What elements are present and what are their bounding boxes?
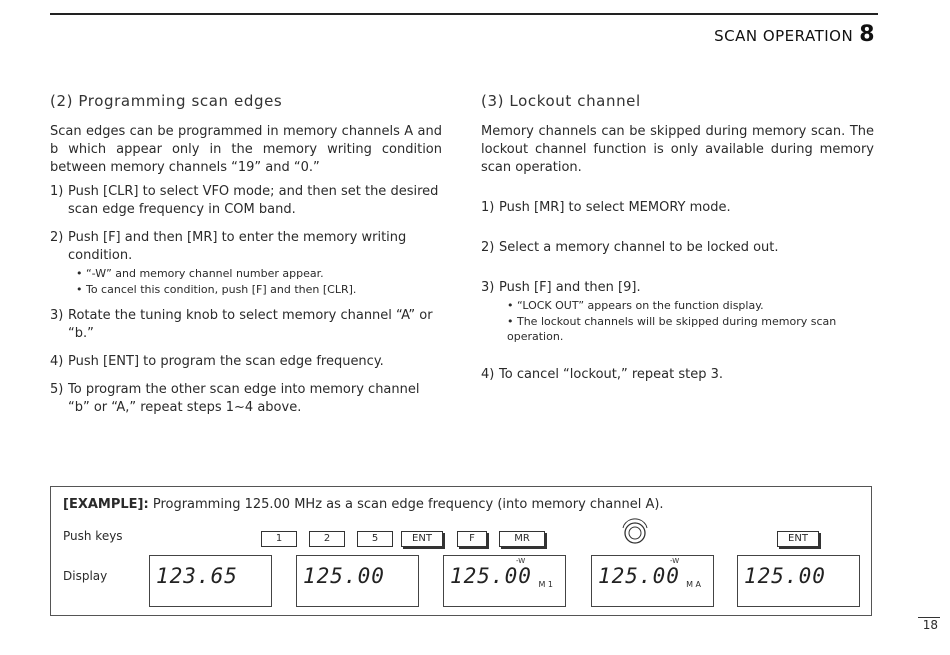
step-number: 5) bbox=[50, 382, 64, 397]
display-tick: -W bbox=[516, 557, 526, 565]
left-step-5 bbox=[50, 381, 442, 417]
note: • “-W” and memory channel number appear. bbox=[76, 267, 324, 280]
step-text: Push [F] and then [MR] to enter the memory writing condition. bbox=[68, 230, 407, 263]
step-number: 1) bbox=[481, 200, 495, 215]
left-step-3 bbox=[50, 307, 442, 343]
page-header bbox=[714, 22, 875, 47]
key-ent-final: ENT bbox=[777, 531, 819, 547]
display-sub: M 1 bbox=[538, 580, 553, 589]
right-intro: Memory channels can be skipped during memory scan. The lockout channel function is only available during memory scan operation. bbox=[481, 124, 874, 175]
key-ent: ENT bbox=[401, 531, 443, 547]
left-heading: (2) Programming scan edges bbox=[50, 92, 283, 110]
step-text: Push [ENT] to program the scan edge frequency. bbox=[68, 354, 384, 369]
step-text: Push [CLR] to select VFO mode; and then set the desired scan edge frequency in COM band. bbox=[68, 184, 439, 217]
step-number: 3) bbox=[50, 308, 64, 323]
example-text: Programming 125.00 MHz as a scan edge frequency (into memory channel A). bbox=[152, 497, 664, 512]
display-value: 125.00 bbox=[303, 564, 385, 588]
step-number: 3) bbox=[481, 280, 495, 295]
display-5 bbox=[737, 555, 860, 607]
key-1: 1 bbox=[261, 531, 297, 547]
display-sub: M A bbox=[686, 580, 701, 589]
example-box bbox=[50, 486, 872, 616]
display-tick: -W bbox=[670, 557, 680, 565]
note: • “LOCK OUT” appears on the function display. bbox=[507, 299, 764, 312]
key-mr: MR bbox=[499, 531, 545, 547]
right-step-1 bbox=[481, 199, 874, 217]
example-label: [EXAMPLE]: bbox=[63, 497, 149, 512]
tuning-knob-icon bbox=[619, 515, 651, 547]
step-number: 1) bbox=[50, 184, 64, 199]
right-step-4 bbox=[481, 366, 874, 384]
left-step-4 bbox=[50, 353, 442, 371]
right-heading: (3) Lockout channel bbox=[481, 92, 641, 110]
key-2: 2 bbox=[309, 531, 345, 547]
section-number: 8 bbox=[859, 22, 875, 47]
right-step-3 bbox=[481, 279, 874, 344]
display-1 bbox=[149, 555, 272, 607]
step-text: To cancel “lockout,” repeat step 3. bbox=[499, 367, 724, 382]
example-title bbox=[63, 497, 664, 512]
display-4 bbox=[591, 555, 714, 607]
step-number: 4) bbox=[50, 354, 64, 369]
display-value: 125.00 bbox=[744, 564, 826, 588]
display-value: 123.65 bbox=[156, 564, 238, 588]
top-rule bbox=[50, 13, 878, 15]
step-text: To program the other scan edge into memory channel “b” or “A,” repeat steps 1~4 above. bbox=[68, 382, 420, 415]
right-step-2 bbox=[481, 239, 874, 257]
note: • To cancel this condition, push [F] and then [CLR]. bbox=[76, 283, 357, 296]
step-text: Select a memory channel to be locked out. bbox=[499, 240, 779, 255]
step-number: 2) bbox=[50, 230, 64, 245]
section-title: SCAN OPERATION bbox=[714, 27, 854, 45]
step-number: 4) bbox=[481, 367, 495, 382]
step-text: Push [MR] to select MEMORY mode. bbox=[499, 200, 731, 215]
note: • The lockout channels will be skipped during memory scan operation. bbox=[507, 315, 837, 343]
step-text: Push [F] and then [9]. bbox=[499, 280, 641, 295]
display-2 bbox=[296, 555, 419, 607]
display-3 bbox=[443, 555, 566, 607]
left-intro: Scan edges can be programmed in memory channels A and b which appear only in the memory writing condition between memory channels “19” and “0.” bbox=[50, 124, 442, 175]
display-value: 125.00 bbox=[598, 564, 680, 588]
display-value: 125.00 bbox=[450, 564, 532, 588]
push-keys-label: Push keys bbox=[63, 529, 123, 543]
key-f: F bbox=[457, 531, 487, 547]
page-number: 18 bbox=[922, 618, 938, 632]
left-column bbox=[50, 92, 442, 427]
key-5: 5 bbox=[357, 531, 393, 547]
left-step-2 bbox=[50, 229, 442, 297]
step-text: Rotate the tuning knob to select memory channel “A” or “b.” bbox=[68, 308, 433, 341]
left-step-1 bbox=[50, 183, 442, 219]
display-label: Display bbox=[63, 569, 108, 583]
step-number: 2) bbox=[481, 240, 495, 255]
right-column bbox=[481, 92, 874, 394]
